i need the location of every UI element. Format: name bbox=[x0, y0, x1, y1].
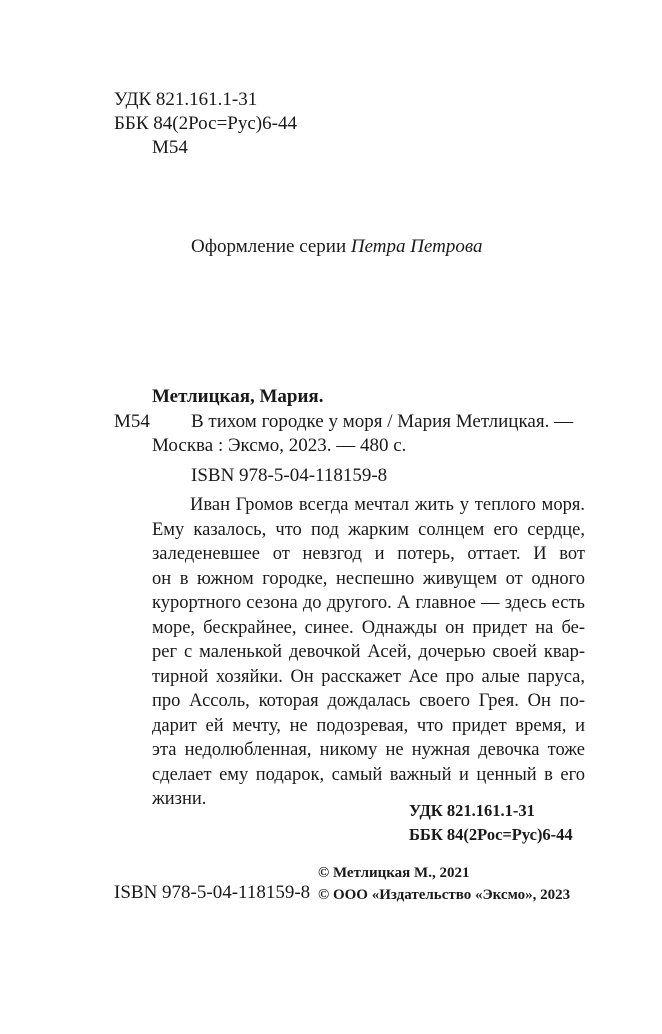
annotation-line: заледеневшее от невзгод и потерь, оттает. И вот bbox=[152, 544, 585, 564]
series-design-label: Оформление серии bbox=[191, 236, 347, 257]
series-designer-name: Петра Петрова bbox=[350, 236, 483, 257]
annotation-line: курортного сезона до другого. А главное — здесь есть bbox=[152, 593, 585, 613]
annotation-line: жизни. bbox=[152, 789, 207, 809]
annotation-line: сделает ему подарок, самый важный и ценный в его bbox=[152, 764, 585, 785]
annotation-paragraph bbox=[152, 493, 585, 812]
udk-code-bottom: УДК 821.161.1-31 bbox=[409, 801, 535, 820]
annotation-line: Ему казалось, что под жарким солнцем его сердце, bbox=[152, 519, 585, 540]
catalog-heading: Метлицкая, Мария. bbox=[152, 386, 324, 407]
annotation-line: рег с маленькой девочкой Асей, дочерью своей квар- bbox=[152, 642, 585, 662]
annotation-line: эта недолюбленная, никому не нужная девочка тоже bbox=[152, 740, 585, 760]
annotation-line: Иван Громов всегда мечтал жить у теплого моря. bbox=[190, 495, 585, 515]
footer-isbn: ISBN 978-5-04-118159-8 bbox=[114, 882, 311, 903]
series-design-credit bbox=[191, 235, 483, 259]
annotation-line: дарит ей мечту, не подозревая, что придет время, и bbox=[152, 715, 585, 736]
catalog-title-line: В тихом городке у моря / Мария Метлицкая. — bbox=[191, 411, 574, 432]
annotation-line: про Ассоль, которая дождалась своего Грея. Он по- bbox=[152, 691, 585, 711]
catalog-isbn: ISBN 978-5-04-118159-8 bbox=[191, 465, 388, 486]
author-sign-top: М54 bbox=[152, 137, 188, 158]
copyright-author: © Метлицкая М., 2021 bbox=[318, 865, 470, 881]
catalog-author-sign: М54 bbox=[114, 411, 150, 432]
annotation-line: он в южном городке, неспешно живущем от одного bbox=[152, 568, 585, 589]
copyright-publisher: © ООО «Издательство «Эксмо», 2023 bbox=[318, 887, 571, 903]
udk-code-top: УДК 821.161.1-31 bbox=[114, 89, 258, 110]
bbk-code-top: ББК 84(2Рос=Рус)6-44 bbox=[114, 113, 297, 134]
annotation-line: море, бескрайнее, синее. Однажды он придет на бе- bbox=[152, 617, 585, 638]
annotation-line: тирной хозяйки. Он расскажет Асе про алые паруса, bbox=[152, 666, 585, 687]
catalog-imprint-line: Москва : Эксмо, 2023. — 480 с. bbox=[152, 435, 407, 456]
bbk-code-bottom: ББК 84(2Рос=Рус)6-44 bbox=[409, 825, 573, 844]
